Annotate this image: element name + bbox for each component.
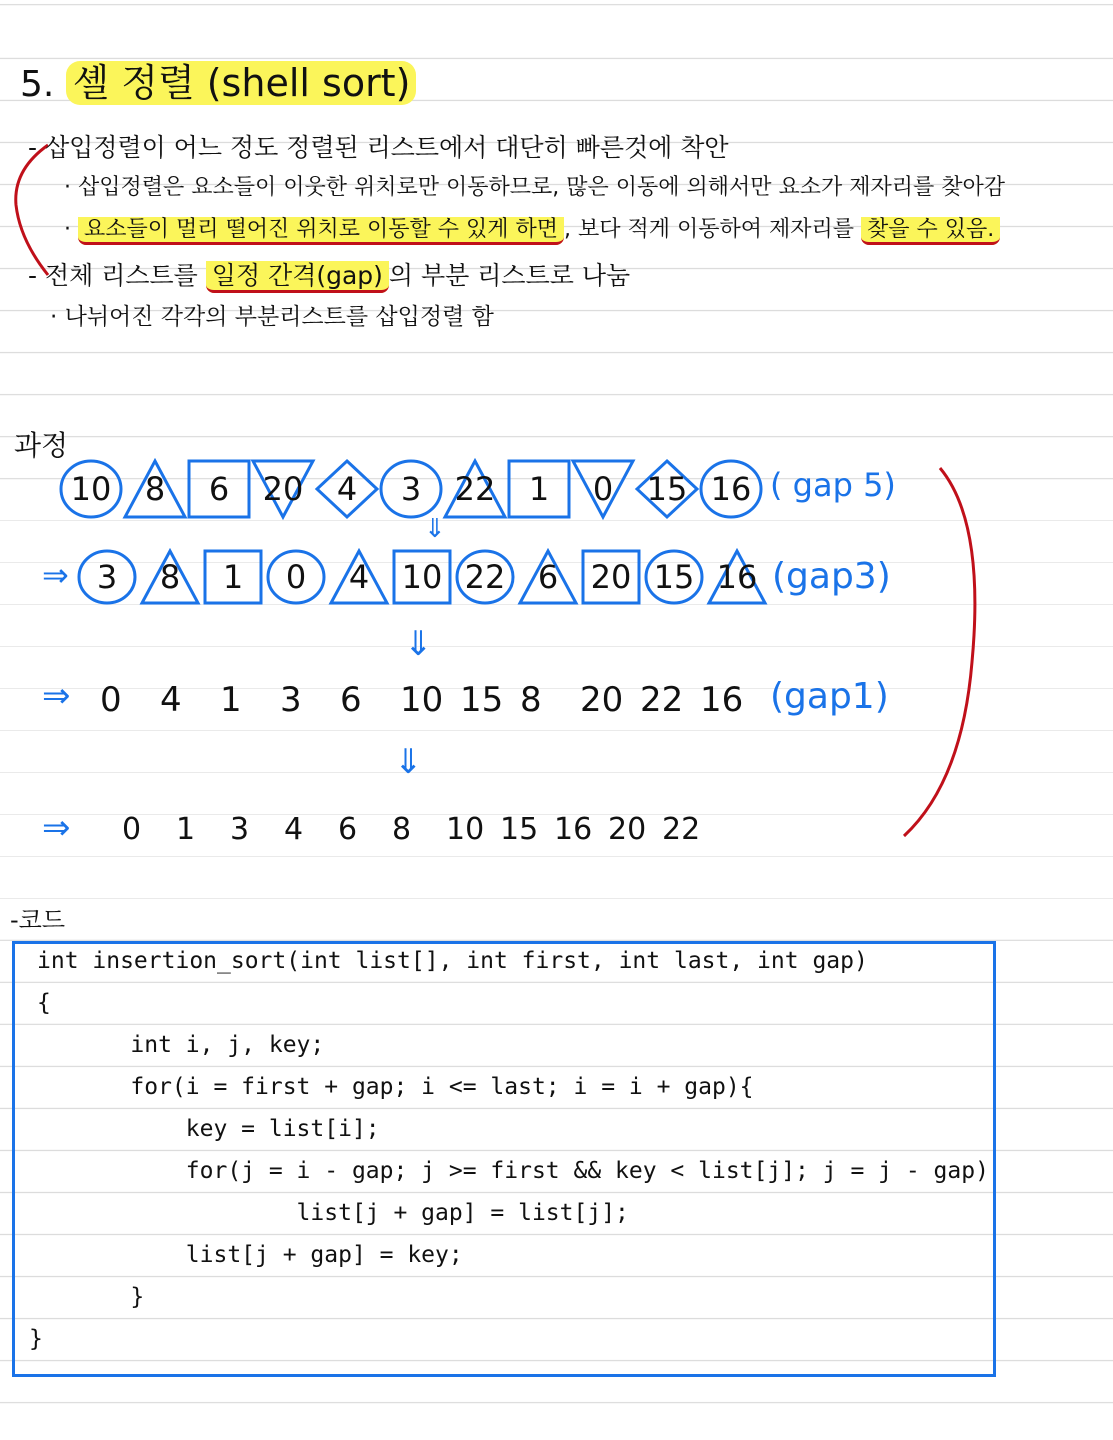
sort-element-square	[391, 548, 453, 606]
note-line-5: · 나뉘어진 각각의 부분리스트를 삽입정렬 함	[50, 304, 494, 330]
sort-element-circle	[643, 548, 705, 606]
row3-arrow: ⇒	[42, 676, 71, 716]
sort-element-tri	[328, 548, 390, 606]
code-line-8: list[j + gap] = key;	[75, 1242, 463, 1268]
sort-value: 15	[653, 558, 695, 596]
sort-value: 16	[700, 680, 744, 720]
code-line-5: key = list[i];	[75, 1116, 380, 1142]
sort-value: 4	[336, 470, 358, 508]
sort-value: 1	[176, 812, 196, 847]
process-heading: 과정	[14, 429, 69, 462]
sort-value: 0	[100, 680, 122, 720]
note-line-4: - 전체 리스트를 일정 간격(gap) 의 부분 리스트로 나눔	[28, 256, 630, 292]
sort-value: 22	[454, 470, 496, 508]
code-line-10: }	[29, 1326, 43, 1352]
row2-arrow: ⇒	[42, 556, 69, 594]
sort-element-circle	[265, 548, 327, 606]
sort-value: 8	[159, 558, 181, 596]
sort-value: 22	[464, 558, 506, 596]
sort-value: 16	[554, 812, 593, 847]
sort-element-tri	[139, 548, 201, 606]
sort-value: 0	[122, 812, 142, 847]
gap1-label: (gap1)	[770, 676, 889, 717]
sort-value: 4	[348, 558, 370, 596]
sort-value: 1	[528, 470, 550, 508]
sort-value: 3	[400, 470, 422, 508]
sort-element-itri	[570, 458, 636, 520]
sort-element-circle	[76, 548, 138, 606]
sort-element-square	[506, 458, 572, 520]
sort-element-circle	[378, 458, 444, 520]
sort-element-diamond	[634, 458, 700, 520]
sort-value: 10	[70, 470, 112, 508]
down-arrow-1: ⇓	[424, 514, 446, 544]
sort-value: 8	[392, 812, 412, 847]
code-line-2: {	[37, 990, 51, 1016]
sort-value: 1	[222, 558, 244, 596]
sort-element-circle	[58, 458, 124, 520]
sort-value: 20	[580, 680, 624, 720]
code-line-3: int i, j, key;	[75, 1032, 325, 1058]
gap5-label: ( gap 5)	[770, 466, 896, 504]
sort-value: 15	[460, 680, 504, 720]
sort-value: 22	[662, 812, 701, 847]
sort-element-square	[202, 548, 264, 606]
sort-value: 6	[340, 680, 362, 720]
down-arrow-3: ⇓	[394, 742, 423, 782]
note-line-3: · 요소들이 멀리 떨어진 위치로 이동할 수 있게 하면 , 보다 적게 이동하여 제자리를 찾을 수 있음.	[64, 212, 1000, 243]
sort-value: 15	[646, 470, 688, 508]
code-line-1: int insertion_sort(int list[], int first, int last, int gap)	[37, 948, 868, 974]
sort-value: 0	[285, 558, 307, 596]
sort-value: 16	[716, 558, 758, 596]
sort-element-tri	[517, 548, 579, 606]
sort-value: 4	[284, 812, 304, 847]
code-line-7: list[j + gap] = list[j];	[75, 1200, 629, 1226]
sort-element-circle	[454, 548, 516, 606]
sort-value: 22	[640, 680, 684, 720]
sort-element-circle	[698, 458, 764, 520]
sort-value: 10	[401, 558, 443, 596]
sort-value: 6	[208, 470, 230, 508]
sort-value: 6	[537, 558, 559, 596]
code-box	[12, 941, 996, 1377]
sort-value: 8	[520, 680, 542, 720]
gap3-label: (gap3)	[772, 556, 891, 597]
code-line-6: for(j = i - gap; j >= first && key < list[j]; j = j - gap)	[75, 1158, 989, 1184]
sort-element-tri	[122, 458, 188, 520]
sort-value: 10	[400, 680, 444, 720]
sort-value: 3	[96, 558, 118, 596]
down-arrow-2: ⇓	[404, 624, 433, 664]
sort-value: 3	[230, 812, 250, 847]
sort-element-itri	[250, 458, 316, 520]
sort-value: 20	[590, 558, 632, 596]
sort-value: 20	[262, 470, 304, 508]
code-line-4: for(i = first + gap; i <= last; i = i + gap){	[75, 1074, 754, 1100]
sort-value: 1	[220, 680, 242, 720]
sort-element-diamond	[314, 458, 380, 520]
note-line-2: · 삽입정렬은 요소들이 이웃한 위치로만 이동하므로, 많은 이동에 의해서만 요소가 제자리를 찾아감	[64, 175, 1006, 200]
section-number: 5.	[20, 64, 55, 105]
sort-value: 0	[592, 470, 614, 508]
row4-arrow: ⇒	[42, 808, 71, 848]
red-bracket-right	[890, 462, 980, 842]
sort-value: 15	[500, 812, 539, 847]
sort-element-square	[186, 458, 252, 520]
page-title	[20, 52, 416, 107]
sort-element-tri	[442, 458, 508, 520]
sort-element-tri	[706, 548, 768, 606]
note-line-1: - 삽입정렬이 어느 정도 정렬된 리스트에서 대단히 빠른것에 착안	[28, 133, 729, 162]
code-heading: -코드	[10, 906, 66, 934]
code-line-9: }	[75, 1284, 145, 1310]
sort-value: 3	[280, 680, 302, 720]
sort-value: 20	[608, 812, 647, 847]
sort-value: 10	[446, 812, 485, 847]
sort-value: 8	[144, 470, 166, 508]
title-text: 셸 정렬 (shell sort)	[66, 61, 416, 105]
sort-value: 16	[710, 470, 752, 508]
sort-value: 4	[160, 680, 182, 720]
sort-value: 6	[338, 812, 358, 847]
sort-element-square	[580, 548, 642, 606]
